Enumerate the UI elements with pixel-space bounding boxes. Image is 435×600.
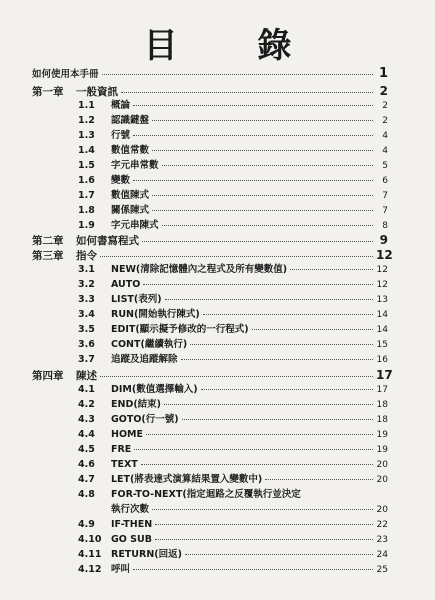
toc-label: FOR-TO-NEXT(指定迴路之反覆執行並決定 (111, 489, 301, 500)
toc-label: 一般資訊 (76, 86, 118, 98)
toc-label: EDIT(顯示擬予修改的一行程式) (111, 324, 249, 335)
toc-section-number: 3.1 (78, 264, 95, 275)
toc-page-number: 22 (376, 520, 388, 530)
toc-section-number: 1.8 (78, 205, 95, 216)
toc-leader-dots (252, 328, 373, 330)
toc-section-number: 4.2 (78, 399, 95, 410)
toc-leader-dots (141, 463, 373, 465)
toc-section-number: 4.11 (78, 549, 102, 560)
toc-label: IF-THEN (111, 519, 153, 530)
toc-page-number: 5 (382, 161, 388, 171)
toc-label: 行號 (111, 130, 131, 141)
toc-page-number: 15 (376, 340, 388, 350)
toc-section-number: 1.1 (78, 100, 95, 111)
toc-label: RUN(開始執行陳式) (111, 309, 200, 320)
toc-label: 陳述 (76, 370, 97, 382)
toc-entry (32, 489, 388, 501)
toc-entry (32, 368, 393, 382)
toc-entry (32, 160, 388, 172)
toc-entry (32, 68, 388, 80)
toc-section-number: 4.1 (78, 384, 95, 395)
toc-chapter: 如何使用本手冊 (32, 69, 99, 80)
toc-leader-dots (102, 73, 373, 75)
toc-page-number: 12 (376, 248, 393, 262)
toc-entry (32, 248, 393, 262)
toc-entry (32, 459, 388, 471)
toc-leader-dots (162, 224, 373, 226)
toc-page-number: 2 (382, 116, 388, 126)
toc-entry (32, 130, 388, 142)
toc-leader-dots (143, 283, 373, 285)
toc-leader-dots (181, 358, 373, 360)
toc-label: TEXT (111, 459, 138, 470)
toc-entry (32, 399, 388, 411)
toc-entry (32, 444, 388, 456)
toc-leader-dots (134, 448, 373, 450)
toc-label: LET(將表達式演算結果置入變數中) (111, 474, 263, 485)
toc-page-number: 24 (376, 550, 388, 560)
toc-section-number: 4.7 (78, 474, 95, 485)
toc-label: LIST(表列) (111, 294, 162, 305)
toc-page-number: 20 (376, 460, 388, 470)
toc-page-number: 4 (382, 131, 388, 141)
toc-section-number: 3.5 (78, 324, 95, 335)
toc-section-number: 4.5 (78, 444, 95, 455)
toc-page-number: 9 (379, 233, 388, 247)
toc-page-number: 20 (376, 475, 388, 485)
toc-leader-dots (133, 179, 373, 181)
toc-entry (32, 115, 388, 127)
page-title: 目 錄 (143, 26, 326, 66)
toc-label: 追蹤及追蹤解除 (111, 354, 178, 365)
toc-page-number: 12 (376, 265, 388, 275)
toc-entry (32, 414, 388, 426)
toc-entry (32, 100, 388, 112)
toc-leader-dots (190, 343, 373, 345)
toc-section-number: 1.2 (78, 115, 95, 126)
toc-leader-dots (201, 388, 373, 390)
toc-page-number: 14 (376, 310, 388, 320)
toc-page-number: 19 (376, 445, 388, 455)
toc-entry (32, 85, 388, 97)
toc-leader-dots (133, 104, 373, 106)
toc-label: AUTO (111, 279, 141, 290)
toc-section-number: 4.4 (78, 429, 95, 440)
toc-leader-dots (152, 508, 373, 510)
toc-entry (32, 234, 388, 246)
toc-section-number: 4.9 (78, 519, 95, 530)
toc-leader-dots (100, 375, 373, 377)
toc-leader-dots (203, 313, 373, 315)
toc-leader-dots (265, 478, 373, 480)
toc-entry (32, 339, 388, 351)
toc-section-number: 4.3 (78, 414, 95, 425)
toc-entry (32, 519, 388, 531)
toc-page-number: 8 (382, 221, 388, 231)
toc-leader-dots (133, 568, 373, 570)
toc-page-number: 4 (382, 146, 388, 156)
toc-label: GOTO(行一號) (111, 414, 179, 425)
toc-chapter: 第三章 (32, 250, 64, 262)
toc-section-number: 1.9 (78, 220, 95, 231)
toc-entry (32, 175, 388, 187)
toc-leader-dots (133, 134, 373, 136)
toc-page-number: 18 (376, 400, 388, 410)
toc-entry (32, 324, 388, 336)
toc-page-number: 7 (382, 206, 388, 216)
toc-leader-dots (152, 194, 373, 196)
toc-label: 數值陳式 (111, 190, 150, 201)
toc-page-number: 20 (376, 505, 388, 515)
toc-entry (32, 145, 388, 157)
toc-label: 認識鍵盤 (111, 115, 150, 126)
toc-section-number: 4.8 (78, 489, 95, 500)
toc-label: 字元串陳式 (111, 220, 159, 231)
toc-label: 指令 (76, 250, 97, 262)
toc-entry (32, 549, 388, 561)
toc-leader-dots (100, 255, 373, 257)
toc-label: 概論 (111, 100, 131, 111)
toc-page-number: 16 (376, 355, 388, 365)
toc-page-number: 7 (382, 191, 388, 201)
toc-page-number: 13 (376, 295, 388, 305)
toc-entry (32, 264, 388, 276)
toc-entry (32, 564, 388, 576)
toc-page-number: 12 (376, 280, 388, 290)
toc-leader-dots (152, 209, 373, 211)
toc-entry (32, 309, 388, 321)
toc-label: END(結束) (111, 399, 162, 410)
toc-entry (32, 205, 388, 217)
toc-page-number: 2 (379, 84, 388, 98)
toc-entry (32, 220, 388, 232)
toc-section-number: 1.5 (78, 160, 95, 171)
toc-leader-dots (121, 91, 373, 93)
toc-section-number: 4.12 (78, 564, 102, 575)
toc-page-number: 17 (376, 368, 393, 382)
toc-section-number: 3.3 (78, 294, 95, 305)
toc-page-number: 23 (376, 535, 388, 545)
toc-label: GO SUB (111, 534, 152, 545)
toc-page-number: 18 (376, 415, 388, 425)
toc-entry (32, 429, 388, 441)
toc-label: 執行次數 (111, 504, 150, 515)
toc-label: RETURN(回返) (111, 549, 182, 560)
toc-entry (32, 294, 388, 306)
toc-chapter: 第四章 (32, 370, 64, 382)
toc-entry (32, 279, 388, 291)
toc-label: FRE (111, 444, 132, 455)
toc-leader-dots (164, 403, 373, 405)
toc-label: 字元串常數 (111, 160, 159, 171)
toc-leader-dots (182, 418, 373, 420)
toc-entry (32, 354, 388, 366)
toc-leader-dots (162, 164, 373, 166)
toc-entry (32, 384, 388, 396)
toc-leader-dots (152, 149, 373, 151)
toc-section-number: 1.4 (78, 145, 95, 156)
toc-entry (32, 504, 388, 516)
toc-chapter: 第一章 (32, 86, 64, 98)
toc-label: CONT(繼續執行) (111, 339, 188, 350)
toc-leader-dots (142, 240, 373, 242)
toc-section-number: 3.7 (78, 354, 95, 365)
toc-section-number: 3.4 (78, 309, 95, 320)
toc-leader-dots (146, 433, 373, 435)
toc-page-number: 2 (382, 101, 388, 111)
toc-leader-dots (290, 268, 373, 270)
toc-label: DIM(數值選擇輸入) (111, 384, 198, 395)
toc-leader-dots (152, 119, 373, 121)
toc-section-number: 4.6 (78, 459, 95, 470)
toc-page-number: 6 (382, 176, 388, 186)
toc-page-number: 1 (378, 66, 388, 81)
toc-label: 如何書寫程式 (76, 235, 139, 247)
toc-label: NEW(清除記憶體內之程式及所有變數值) (111, 264, 288, 275)
toc-section-number: 1.6 (78, 175, 95, 186)
toc-section-number: 1.7 (78, 190, 95, 201)
toc-label: 關係陳式 (111, 205, 150, 216)
toc-section-number: 3.2 (78, 279, 95, 290)
toc-label: 呼叫 (111, 564, 131, 575)
toc-section-number: 1.3 (78, 130, 95, 141)
toc-leader-dots (155, 538, 373, 540)
toc-page-number: 14 (376, 325, 388, 335)
toc-leader-dots (155, 523, 373, 525)
toc-leader-dots (185, 553, 373, 555)
toc-label: 數值常數 (111, 145, 150, 156)
toc-section-number: 4.10 (78, 534, 102, 545)
toc-entry (32, 474, 388, 486)
toc-leader-dots (165, 298, 373, 300)
toc-page-number: 17 (376, 385, 388, 395)
toc-chapter: 第二章 (32, 235, 64, 247)
toc-section-number: 3.6 (78, 339, 95, 350)
toc-page-number: 19 (376, 430, 388, 440)
toc-entry (32, 190, 388, 202)
toc-label: HOME (111, 429, 143, 440)
toc-page-number: 25 (376, 565, 388, 575)
toc-entry (32, 534, 388, 546)
toc-label: 變數 (111, 175, 131, 186)
